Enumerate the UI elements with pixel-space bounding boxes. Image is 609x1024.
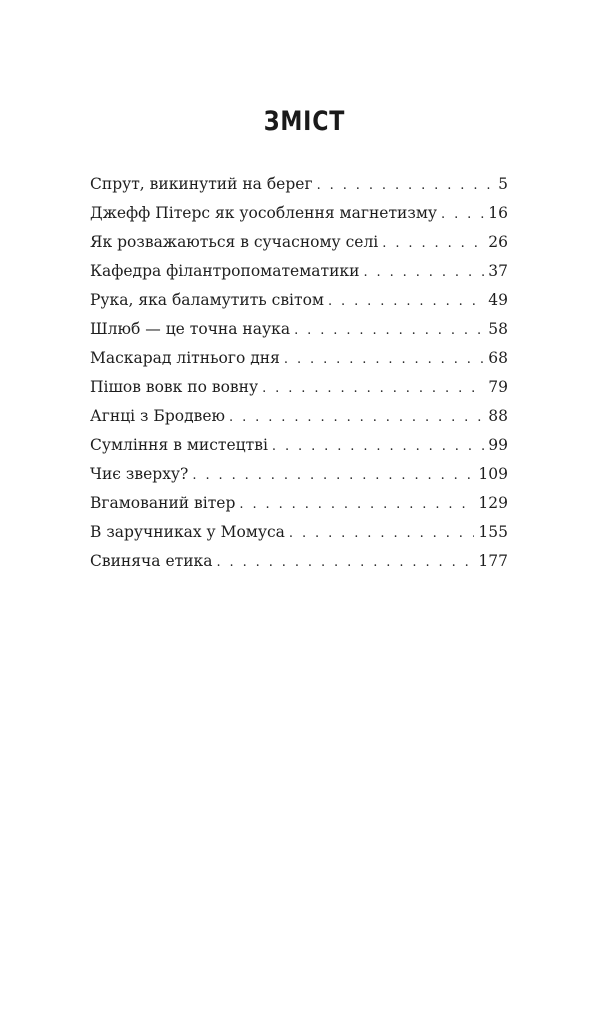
dot-leader: [441, 200, 484, 229]
toc-entry: [90, 518, 508, 547]
toc-entry: [90, 547, 508, 576]
dot-leader: [289, 519, 474, 548]
toc-entry-title: Сумління в мистецтві: [90, 436, 268, 454]
toc-entry-title: Агнці з Бродвею: [90, 407, 226, 425]
toc-entry: [90, 402, 508, 431]
toc-entry: [90, 257, 508, 286]
toc-entry-title: Вгамований вітер: [90, 494, 236, 512]
toc-entry-title: В заручниках у Момуса: [90, 523, 285, 541]
toc-entry-title: Як розважаються в сучасному селі: [90, 233, 379, 251]
table-of-contents: [90, 170, 508, 576]
dot-leader: [363, 258, 484, 287]
toc-entry-page: 129: [478, 494, 508, 512]
dot-leader: [216, 548, 474, 577]
dot-leader: [317, 171, 495, 200]
toc-entry-title: Спрут, викинутий на берег: [90, 175, 313, 193]
toc-entry-title: Рука, яка баламутить світом: [90, 291, 324, 309]
toc-entry-page: 58: [488, 320, 508, 338]
toc-entry-page: 26: [488, 233, 508, 251]
toc-entry-page: 16: [488, 204, 508, 222]
toc-entry-page: 155: [478, 523, 508, 541]
dot-leader: [328, 287, 484, 316]
toc-entry-title: Маскарад літнього дня: [90, 349, 280, 367]
toc-entry-page: 68: [488, 349, 508, 367]
dot-leader: [294, 316, 484, 345]
toc-entry: [90, 344, 508, 373]
dot-leader: [272, 432, 484, 461]
dot-leader: [382, 229, 484, 258]
dot-leader: [284, 345, 484, 374]
toc-entry: [90, 489, 508, 518]
toc-entry-page: 109: [478, 465, 508, 483]
toc-entry: [90, 228, 508, 257]
toc-entry-page: 49: [488, 291, 508, 309]
toc-entry-title: Джефф Пітерс як уособлення магнетизму: [90, 204, 438, 222]
dot-leader: [239, 490, 474, 519]
toc-entry-page: 99: [488, 436, 508, 454]
toc-entry: [90, 460, 508, 489]
toc-entry-page: 88: [488, 407, 508, 425]
toc-entry-title: Пішов вовк по вовну: [90, 378, 259, 396]
toc-entry-title: Свиняча етика: [90, 552, 213, 570]
toc-entry: [90, 286, 508, 315]
dot-leader: [262, 374, 484, 403]
toc-entry-page: 37: [488, 262, 508, 280]
toc-entry-title: Чиє зверху?: [90, 465, 189, 483]
page-title: ЗМІСТ: [263, 106, 346, 137]
dot-leader: [192, 461, 474, 490]
toc-entry: [90, 315, 508, 344]
toc-entry: [90, 373, 508, 402]
dot-leader: [229, 403, 484, 432]
toc-entry-title: Шлюб — це точна наука: [90, 320, 291, 338]
toc-entry: [90, 199, 508, 228]
toc-entry: [90, 431, 508, 460]
toc-entry-page: 5: [498, 175, 508, 193]
toc-entry-page: 79: [488, 378, 508, 396]
toc-entry-title: Кафедра філантропоматематики: [90, 262, 360, 280]
toc-entry: [90, 170, 508, 199]
toc-entry-page: 177: [478, 552, 508, 570]
